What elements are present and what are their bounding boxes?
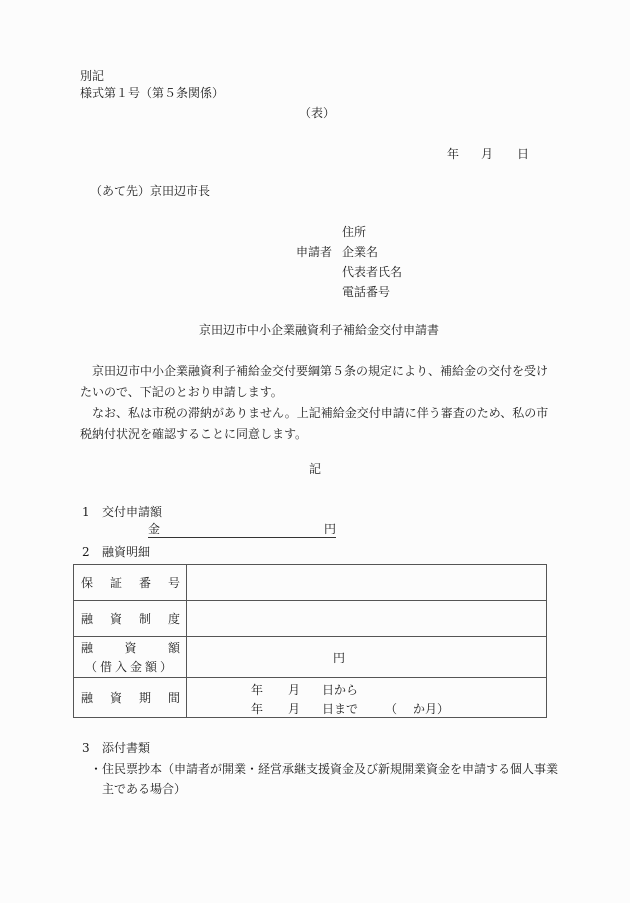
period-months-open: （: [385, 702, 398, 716]
guarantee-number-label: [74, 565, 187, 601]
period-to-month: 月: [288, 702, 301, 716]
period-from-year: 年: [251, 683, 264, 697]
loan-period-label: [74, 678, 187, 718]
date-month: 月: [481, 147, 494, 161]
attachment-item-line-2: 主である場合）: [102, 782, 187, 796]
loan-program-label: [74, 601, 187, 637]
loan-amount-field[interactable]: [187, 637, 547, 678]
section-3-label: 添付書類: [102, 741, 151, 755]
annex-label: 別記: [80, 69, 105, 83]
section-1-label: 交付申請額: [102, 505, 163, 519]
section-3-number: 3: [82, 741, 90, 755]
label-char: 番: [138, 576, 151, 590]
date-day: 日: [517, 147, 530, 161]
period-to-day: 日まで: [322, 702, 359, 716]
applicant-phone-label[interactable]: 電話番号: [342, 285, 391, 299]
loan-details-table: [73, 564, 547, 718]
period-months-close: か月）: [413, 702, 450, 716]
loan-amount-label: [74, 637, 187, 678]
period-from-month: 月: [288, 683, 301, 697]
body-paragraph-1: 京田辺市中小企業融資利子補給金交付要綱第５条の規定により、補給金の交付を受けたいので、下記のとおり申請します。: [80, 364, 549, 399]
date-year: 年: [447, 147, 460, 161]
label-char: 融: [81, 691, 94, 705]
period-from-day: 日から: [322, 683, 359, 697]
amount-prefix: 金: [148, 522, 161, 536]
loan-program-field[interactable]: [187, 601, 547, 637]
label-char: 資: [109, 612, 122, 626]
label-char: 融: [81, 641, 94, 655]
bullet-icon: ・: [90, 762, 103, 776]
side-label: （表）: [299, 106, 336, 120]
loan-amount-sublabel: （借入金額）: [84, 660, 175, 674]
label-char: 期: [138, 691, 151, 705]
applicant-label: 申請者: [296, 245, 333, 259]
label-char: 間: [167, 691, 180, 705]
label-char: 制: [138, 612, 151, 626]
applicant-company-label[interactable]: 企業名: [342, 245, 379, 259]
table-row-guarantee-number: [74, 565, 547, 601]
label-char: 額: [167, 641, 180, 655]
label-char: 証: [109, 576, 122, 590]
loan-amount-unit: 円: [333, 651, 346, 665]
addressee: （あて先）京田辺市長: [90, 184, 211, 198]
document-title: 京田辺市中小企業融資利子補給金交付申請書: [199, 323, 440, 337]
section-2-number: 2: [82, 545, 90, 559]
section-2-label: 融資明細: [102, 545, 151, 559]
body-paragraph-2: なお、私は市税の滞納がありません。上記補給金交付申請に伴う審査のため、私の市税納付状況を確認することに同意します。: [80, 406, 549, 441]
guarantee-number-field[interactable]: [187, 565, 547, 601]
label-char: 号: [167, 576, 180, 590]
label-char: 資: [124, 641, 137, 655]
applicant-representative-label[interactable]: 代表者氏名: [342, 265, 403, 279]
attachment-item-line-1: 住民票抄本（申請者が開業・経営承継支援資金及び新規開業資金を申請する個人事業: [102, 762, 559, 776]
period-to-year: 年: [251, 702, 264, 716]
label-char: 資: [109, 691, 122, 705]
label-char: 融: [81, 612, 94, 626]
table-row-loan-program: [74, 601, 547, 637]
ki-heading: 記: [309, 462, 322, 476]
table-row-loan-amount: [74, 637, 547, 678]
applicant-address-label[interactable]: 住所: [342, 225, 367, 239]
amount-suffix: 円: [323, 522, 336, 536]
table-row-loan-period: [74, 678, 547, 718]
loan-period-field[interactable]: [187, 678, 547, 718]
label-char: 度: [167, 612, 180, 626]
form-number: 様式第１号（第５条関係）: [80, 86, 225, 100]
label-char: 保: [81, 576, 94, 590]
grant-amount-field[interactable]: [148, 522, 336, 538]
section-1-number: 1: [82, 505, 90, 519]
